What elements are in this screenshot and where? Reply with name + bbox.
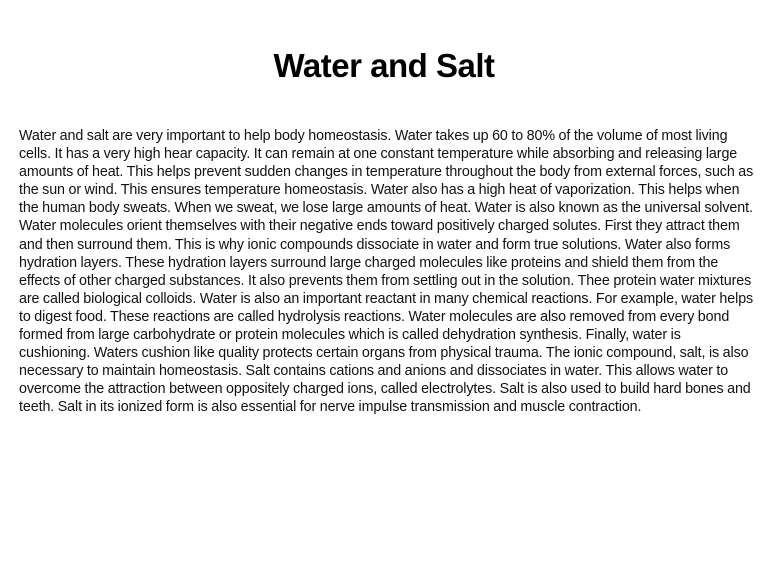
slide-title: Water and Salt [273, 47, 495, 84]
slide-body-text: Water and salt are very important to help body homeostasis. Water takes up 60 to 80% of the volume of most living cells. It has a very high hear capacity. It can remain at one constant temperature while absorbing and releasing large amounts of heat. This helps prevent sudden changes in temperature throughout the body from external forces, such as the sun or wind. This ensures temperature homeostasis. Water also has a high heat of vaporization. This helps when the human body sweats. When we sweat, we lose large amounts of heat. Water is also known as the universal solvent. Water molecules orient themselves with their negative ends toward positively charged solutes. First they attract them and then surround them. This is why ionic compounds dissociate in water and form true solutions. Water also forms hydration layers. These hydration layers surround large charged molecules like proteins and shield them from the effects of other charged substances. It also prevents them from settling out in the solution. Thee protein water mixtures are called biological colloids. Water is also an important reactant in many chemical reactions. For example, water helps to digest food. These reactions are called hydrolysis reactions. Water molecules are also removed from every bond formed from large carbohydrate or protein molecules which is called dehydration synthesis. Finally, water is cushioning. Waters cushion like quality protects certain organs from physical trauma. The ionic compound, salt, is also necessary to maintain homeostasis. Salt contains cations and anions and dissociates in water. This allows water to overcome the attraction between oppositely charged ions, called electrolytes. Salt is also used to build hard bones and teeth. Salt in its ionized form is also essential for nerve impulse transmission and muscle contraction. [19, 128, 754, 416]
